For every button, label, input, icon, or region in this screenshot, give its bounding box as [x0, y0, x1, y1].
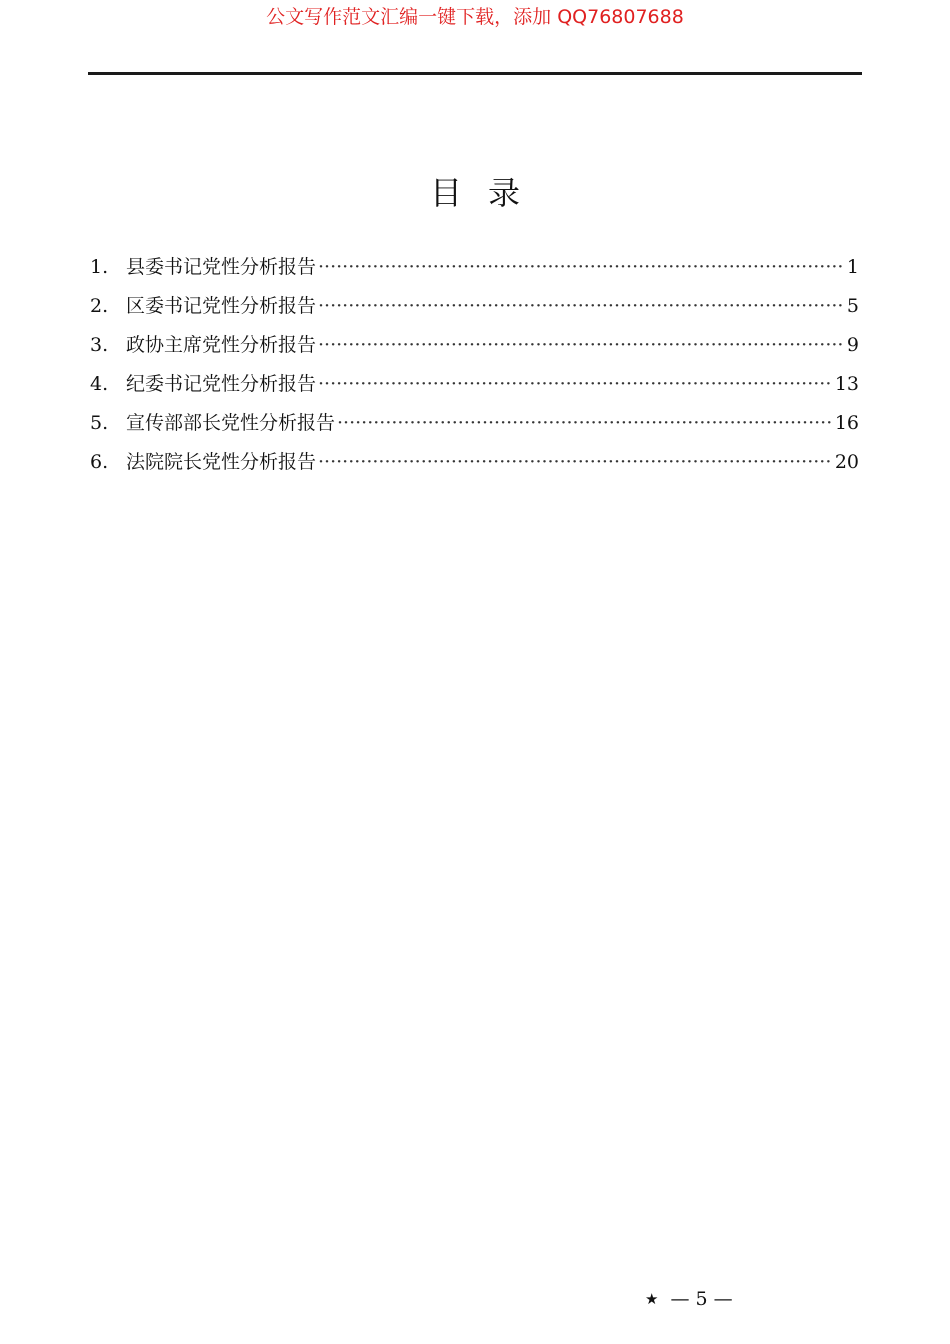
toc-leader-dots: [318, 291, 845, 321]
toc-leader-dots: [318, 447, 833, 477]
page-number: — 5 —: [670, 1288, 733, 1310]
toc-entry-number: 4.: [90, 373, 109, 395]
toc-entry[interactable]: [88, 330, 859, 369]
toc-entry[interactable]: [88, 408, 859, 447]
toc-leader-dots: [318, 369, 833, 399]
table-of-contents: [88, 252, 859, 486]
toc-entry[interactable]: [88, 291, 859, 330]
toc-entry[interactable]: [88, 369, 859, 408]
toc-entry-number: 3.: [90, 334, 109, 356]
toc-entry-title: 政协主席党性分析报告: [126, 334, 317, 356]
toc-entry-number: 5.: [90, 412, 109, 434]
toc-entry-page: 9: [846, 334, 859, 356]
toc-leader-dots: [318, 330, 845, 360]
star-icon: ★: [645, 1290, 659, 1308]
toc-entry[interactable]: [88, 447, 859, 486]
promo-banner: 公文写作范文汇编一键下载，添加 QQ76807688: [266, 6, 684, 28]
header-divider: [88, 72, 862, 75]
page-title: 目录: [429, 174, 546, 212]
toc-entry-number: 1.: [90, 256, 109, 278]
toc-entry-number: 2.: [90, 295, 109, 317]
toc-leader-dots: [318, 252, 845, 282]
toc-entry-number: 6.: [90, 451, 109, 473]
toc-entry-page: 16: [834, 412, 859, 434]
toc-entry-page: 13: [834, 373, 859, 395]
page-footer: [645, 1288, 733, 1310]
toc-entry-title: 纪委书记党性分析报告: [126, 373, 317, 395]
toc-entry-title: 宣传部部长党性分析报告: [126, 412, 336, 434]
toc-entry-page: 20: [834, 451, 859, 473]
toc-entry-title: 法院院长党性分析报告: [126, 451, 317, 473]
toc-entry-page: 5: [846, 295, 859, 317]
toc-entry-title: 县委书记党性分析报告: [126, 256, 317, 278]
toc-entry[interactable]: [88, 252, 859, 291]
toc-entry-page: 1: [846, 256, 859, 278]
toc-entry-title: 区委书记党性分析报告: [126, 295, 317, 317]
toc-leader-dots: [337, 408, 833, 438]
